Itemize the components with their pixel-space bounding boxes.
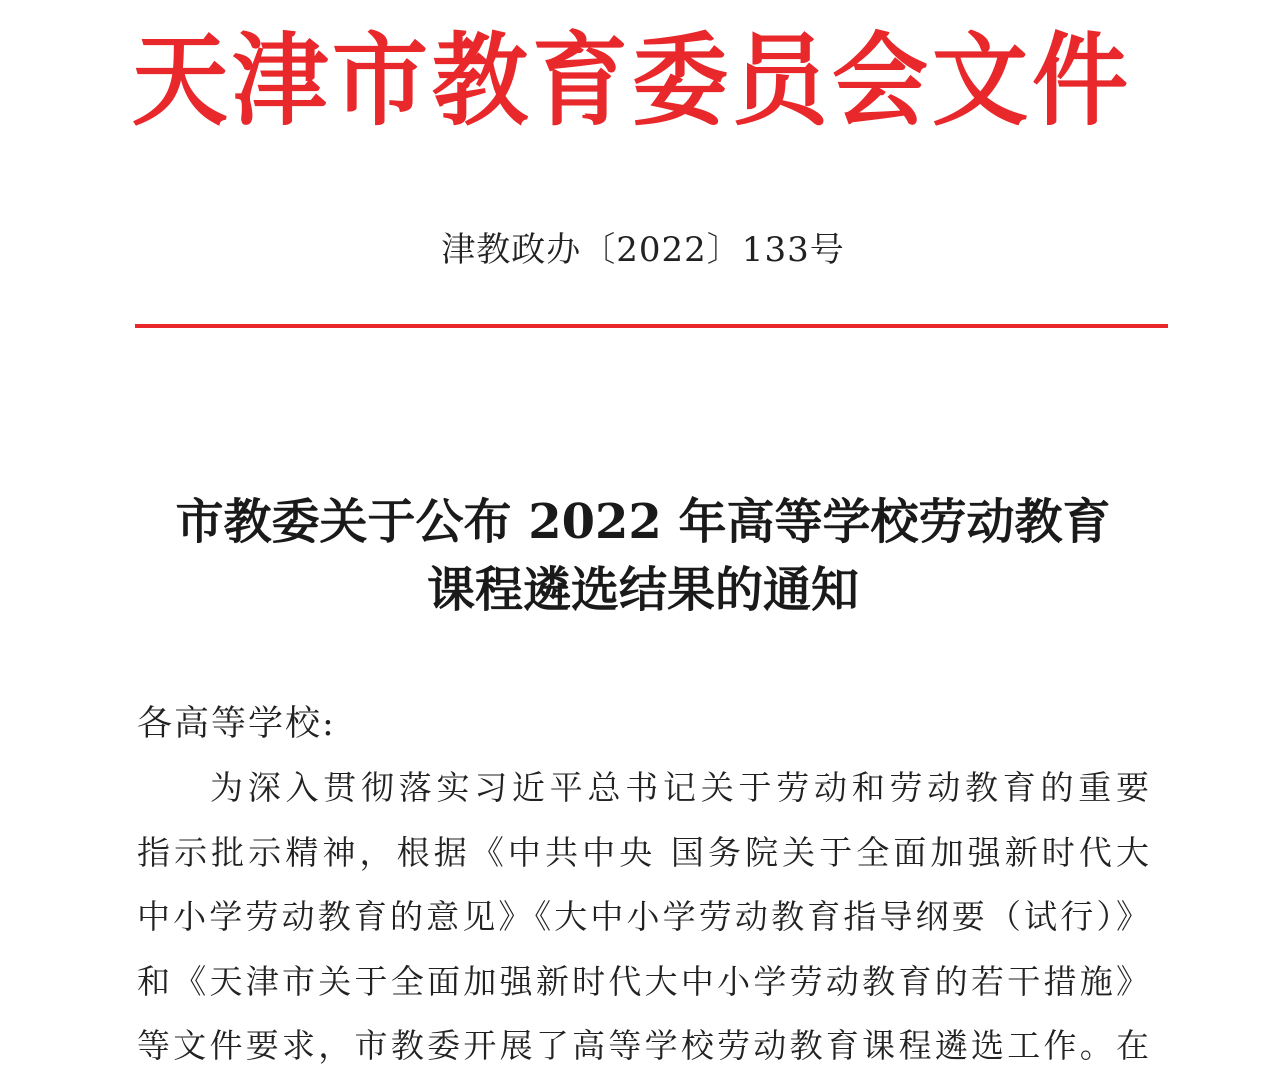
masthead-char: 津	[232, 21, 328, 140]
body-line: 和《天津市关于全面加强新时代大中小学劳动教育的若干措施》	[137, 962, 1149, 1001]
masthead-char: 育	[532, 21, 628, 140]
body-line: 中小学劳动教育的意见》《大中小学劳动教育指导纲要（试行）》	[137, 897, 1149, 936]
masthead-char: 件	[1032, 21, 1128, 140]
masthead-char: 委	[632, 21, 728, 140]
masthead-char: 会	[832, 21, 928, 140]
red-divider-rule	[135, 324, 1168, 328]
masthead-char: 员	[732, 21, 828, 140]
masthead-char: 天	[132, 21, 228, 140]
document-number: 津教政办〔2022〕133号	[441, 230, 845, 270]
masthead-char: 教	[432, 21, 528, 140]
masthead-char: 市	[332, 21, 428, 140]
salutation: 各高等学校:	[137, 704, 336, 744]
notice-title-line-1: 市教委关于公布 2022 年高等学校劳动教育	[175, 494, 1111, 550]
notice-title	[100, 488, 1186, 624]
masthead-char: 文	[932, 21, 1028, 140]
masthead-title	[130, 19, 1130, 143]
body-line: 指示批示精神，根据《中共中央 国务院关于全面加强新时代大	[137, 833, 1149, 872]
notice-title-line-2: 课程遴选结果的通知	[426, 562, 859, 618]
body-line: 为深入贯彻落实习近平总书记关于劳动和劳动教育的重要	[210, 768, 1149, 807]
body-line: 等文件要求，市教委开展了高等学校劳动教育课程遴选工作。在	[137, 1026, 1149, 1065]
